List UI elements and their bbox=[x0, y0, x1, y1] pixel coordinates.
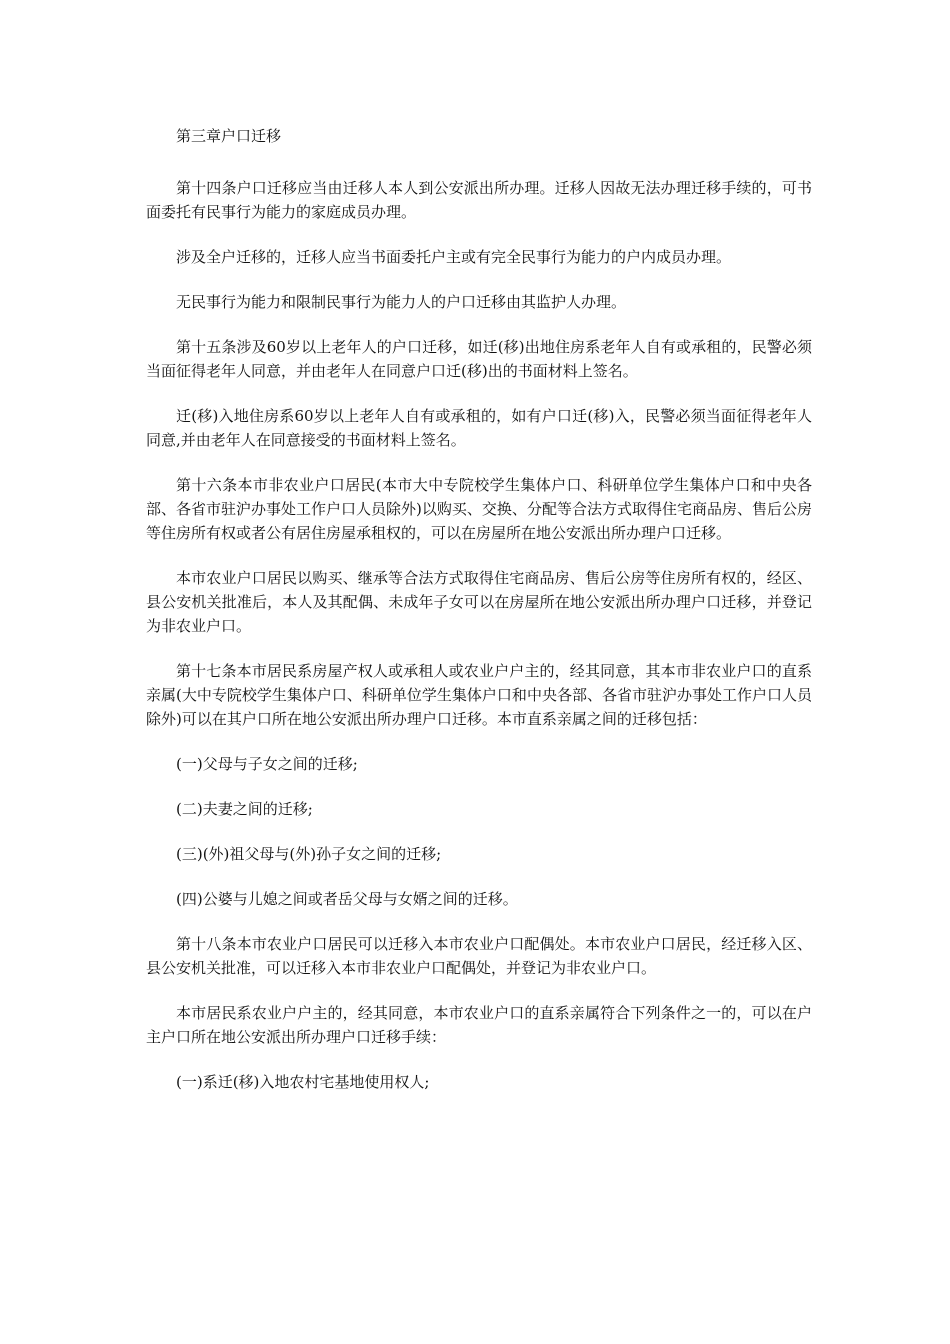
paragraph-elderly-consent: 迁(移)入地住房系60岁以上老年人自有或承租的，如有户口迁(移)入，民警必须当面征得老年人同意,并由老年人在同意接受的书面材料上签名。 bbox=[146, 407, 812, 449]
paragraph-article-15: 第十五条涉及60岁以上老年人的户口迁移，如迁(移)出地住房系老年人自有或承租的，民警必须当面征得老年人同意，并由老年人在同意户口迁(移)出的书面材料上签名。 bbox=[146, 338, 812, 380]
list-item-spouses: (二)夫妻之间的迁移; bbox=[176, 800, 313, 818]
list-item-grandparents: (三)(外)祖父母与(外)孙子女之间的迁移; bbox=[176, 845, 442, 863]
list-item-in-laws: (四)公婆与儿媳之间或者岳父母与女婿之间的迁移。 bbox=[176, 890, 518, 908]
list-item-homestead: (一)系迁(移)入地农村宅基地使用权人; bbox=[176, 1073, 430, 1091]
paragraph-household-head: 本市居民系农业户户主的，经其同意，本市农业户口的直系亲属符合下列条件之一的，可以在户主户口所在地公安派出所办理户口迁移手续： bbox=[146, 1004, 812, 1046]
paragraph-article-18: 第十八条本市农业户口居民可以迁移入本市农业户口配偶处。本市农业户口居民，经迁移入区、县公安机关批准，可以迁移入本市非农业户口配偶处，并登记为非农业户口。 bbox=[146, 935, 812, 977]
paragraph-agricultural-residents: 本市农业户口居民以购买、继承等合法方式取得住宅商品房、售后公房等住房所有权的，经区、县公安机关批准后，本人及其配偶、未成年子女可以在房屋所在地公安派出所办理户口迁移，并登记为非农业户口。 bbox=[146, 569, 812, 635]
paragraph-article-17: 第十七条本市居民系房屋产权人或承租人或农业户户主的，经其同意，其本市非农业户口的直系亲属(大中专院校学生集体户口、科研单位学生集体户口和中央各部、各省市驻沪办事处工作户口人员除外)可以在其户口所在地公安派出所办理户口迁移。本市直系亲属之间的迁移包括： bbox=[146, 662, 812, 728]
paragraph-article-16: 第十六条本市非农业户口居民(本市大中专院校学生集体户口、科研单位学生集体户口和中央各部、各省市驻沪办事处工作户口人员除外)以购买、交换、分配等合法方式取得住宅商品房、售后公房等住房所有权或者公有居住房屋承租权的，可以在房屋所在地公安派出所办理户口迁移。 bbox=[146, 476, 812, 542]
paragraph-article-14: 第十四条户口迁移应当由迁移人本人到公安派出所办理。迁移人因故无法办理迁移手续的，可书面委托有民事行为能力的家庭成员办理。 bbox=[146, 179, 812, 221]
list-item-parents-children: (一)父母与子女之间的迁移; bbox=[176, 755, 358, 773]
paragraph-whole-household: 涉及全户迁移的，迁移人应当书面委托户主或有完全民事行为能力的户内成员办理。 bbox=[176, 248, 732, 266]
document-page bbox=[146, 124, 812, 1115]
paragraph-guardian: 无民事行为能力和限制民事行为能力人的户口迁移由其监护人办理。 bbox=[176, 293, 627, 311]
chapter-title: 第三章户口迁移 bbox=[176, 127, 282, 145]
